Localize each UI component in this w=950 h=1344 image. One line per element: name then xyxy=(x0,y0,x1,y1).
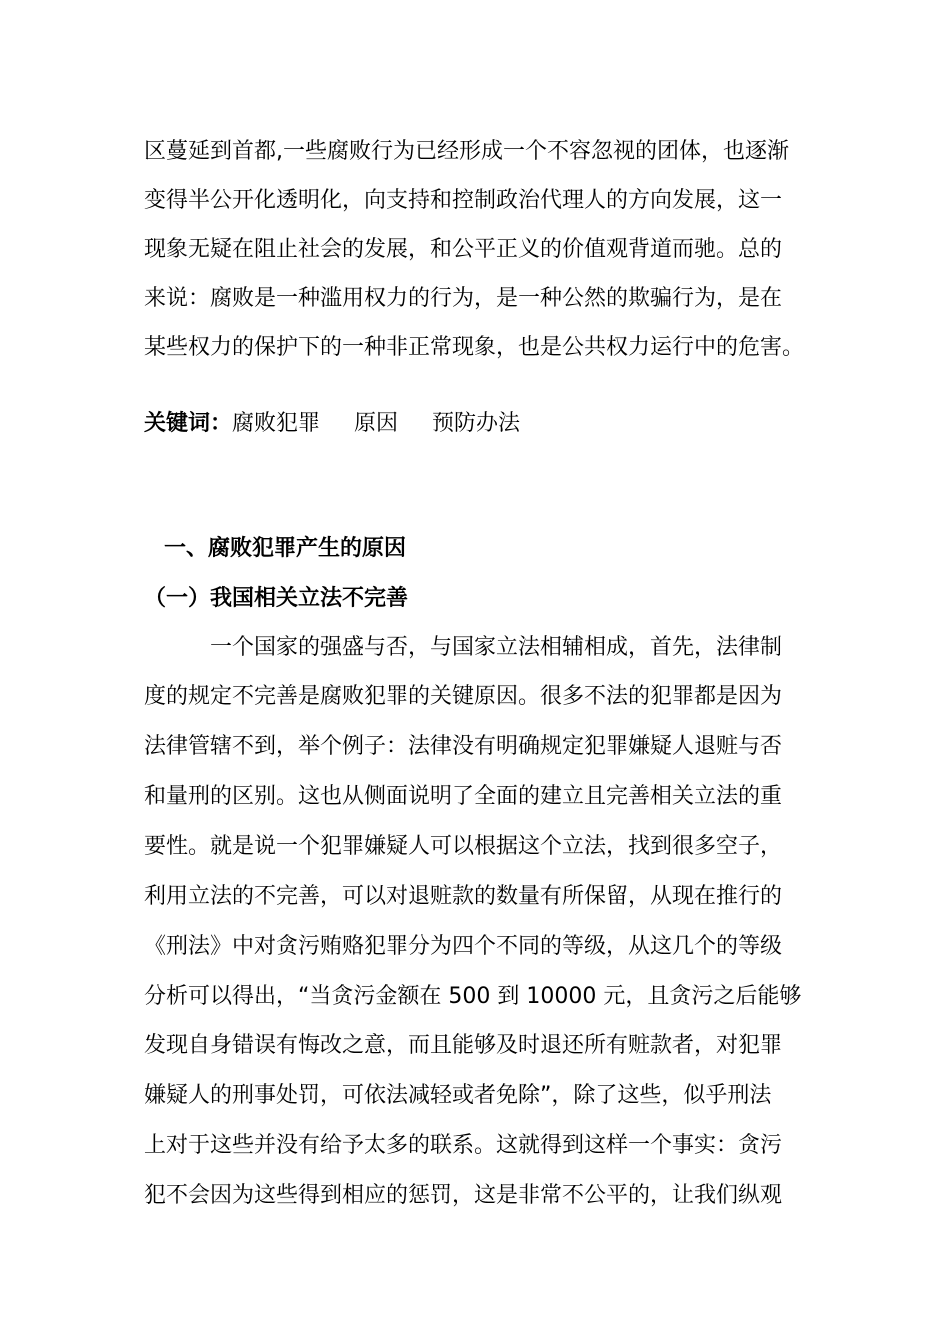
body-line: 《刑法》中对贪污贿赂犯罪分为四个不同的等级，从这几个的等级 xyxy=(144,934,783,959)
intro-line: 变得半公开化透明化，向支持和控制政治代理人的方向发展，这一 xyxy=(144,188,783,213)
body-line: 上对于这些并没有给予太多的联系。这就得到这样一个事实：贪污 xyxy=(144,1133,783,1158)
keywords-label: 关键词： xyxy=(144,411,233,436)
body-line: 一个国家的强盛与否，与国家立法相辅相成，首先，法律制 xyxy=(210,635,783,660)
intro-line: 来说：腐败是一种滥用权力的行为，是一种公然的欺骗行为，是在 xyxy=(144,286,783,311)
keyword-item: 原因 xyxy=(354,411,399,436)
body-line: 和量刑的区别。这也从侧面说明了全面的建立且完善相关立法的重 xyxy=(144,784,783,809)
keyword-item: 腐败犯罪 xyxy=(232,411,321,436)
subsection-heading: （一）我国相关立法不完善 xyxy=(144,586,409,611)
intro-line: 某些权力的保护下的一种非正常现象，也是公共权力运行中的危害。 xyxy=(144,335,805,360)
body-line: 度的规定不完善是腐败犯罪的关键原因。很多不法的犯罪都是因为 xyxy=(144,684,783,709)
intro-line: 现象无疑在阻止社会的发展，和公平正义的价值观背道而驰。总的 xyxy=(144,237,783,262)
body-line: 法律管辖不到，举个例子：法律没有明确规定犯罪嫌疑人退赃与否 xyxy=(144,734,783,759)
body-line: 要性。就是说一个犯罪嫌疑人可以根据这个立法，找到很多空子， xyxy=(144,834,783,859)
body-line: 犯不会因为这些得到相应的惩罚，这是非常不公平的，让我们纵观 xyxy=(144,1183,783,1208)
section-heading: 一、腐败犯罪产生的原因 xyxy=(164,536,407,561)
intro-line: 区蔓延到首都,一些腐败行为已经形成一个不容忽视的团体，也逐渐 xyxy=(144,139,789,164)
keyword-item: 预防办法 xyxy=(432,411,521,436)
body-line: 嫌疑人的刑事处罚，可依法减轻或者免除”，除了这些，似乎刑法 xyxy=(144,1083,772,1108)
keywords-line xyxy=(144,409,804,439)
body-line: 利用立法的不完善，可以对退赃款的数量有所保留，从现在推行的 xyxy=(144,884,783,909)
body-line: 分析可以得出，“当贪污金额在 500 到 10000 元，且贪污之后能够 xyxy=(144,984,802,1009)
body-line: 发现自身错误有悔改之意，而且能够及时退还所有赃款者，对犯罪 xyxy=(144,1033,783,1058)
